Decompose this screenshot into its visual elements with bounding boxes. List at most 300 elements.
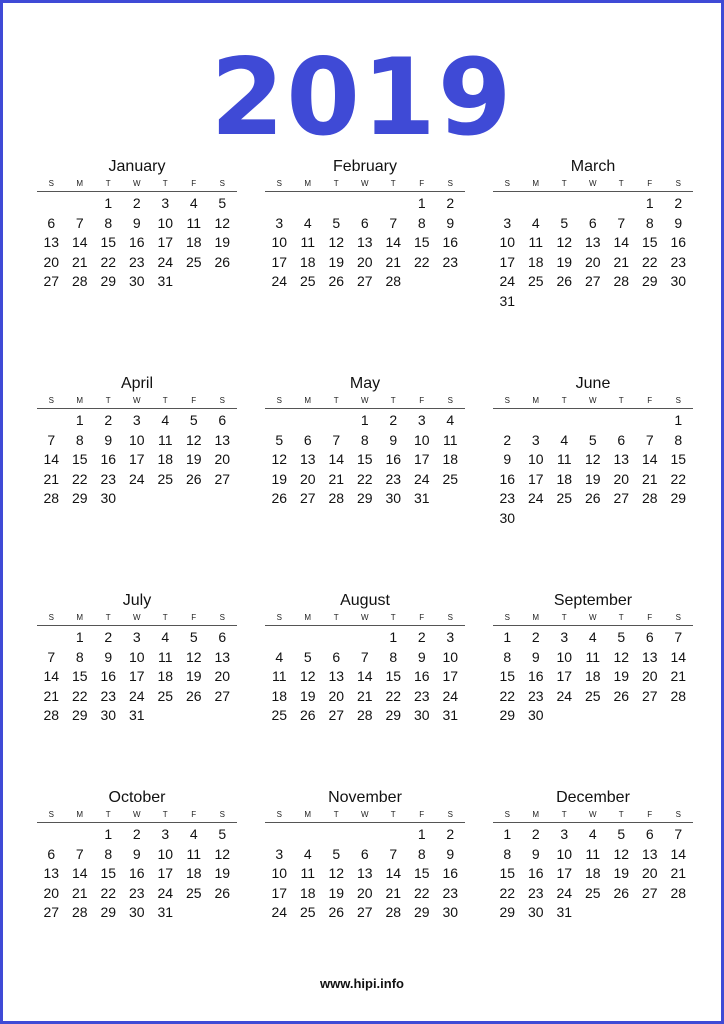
day-cell: 23 [128, 253, 145, 270]
day-cell: 17 [271, 884, 288, 901]
days-grid [37, 194, 237, 292]
weekday-label: T [561, 179, 567, 188]
day-cell: 4 [275, 648, 284, 665]
day-cell: 9 [531, 648, 540, 665]
empty-cell [493, 194, 522, 214]
day-cell: 19 [214, 234, 231, 250]
day-cell: 2 [674, 195, 683, 211]
weekday-label: T [561, 810, 567, 819]
weekday-label: S [447, 810, 453, 819]
day-cell: 2 [531, 629, 540, 645]
day-cell: 15 [670, 451, 687, 467]
day-cell: 21 [385, 884, 402, 901]
day-cell: 29 [100, 904, 117, 920]
day-cell: 20 [214, 668, 231, 684]
day-cell: 5 [332, 845, 341, 862]
day-cell: 31 [128, 707, 145, 723]
empty-cell [37, 194, 66, 214]
day-cell: 19 [185, 668, 202, 684]
weekday-label: S [675, 613, 681, 622]
day-cell: 6 [645, 629, 654, 645]
day-cell: 16 [442, 865, 459, 881]
day-cell: 7 [75, 214, 84, 231]
day-cell: 28 [43, 490, 60, 506]
day-cell: 14 [385, 234, 402, 250]
weekday-label: T [618, 810, 624, 819]
days-grid [493, 194, 693, 311]
day-cell: 27 [641, 884, 658, 901]
day-cell: 7 [674, 826, 683, 842]
day-cell: 20 [641, 668, 658, 684]
weekday-label: T [162, 613, 168, 622]
day-cell: 27 [299, 490, 316, 506]
weekday-label: W [360, 613, 369, 622]
weekday-label: S [675, 396, 681, 405]
day-cell: 17 [128, 451, 145, 467]
days-grid [37, 825, 237, 923]
day-cell: 25 [584, 687, 601, 704]
day-cell: 12 [299, 668, 316, 684]
weekday-label: S [48, 810, 54, 819]
day-cell: 16 [413, 668, 430, 684]
day-cell: 1 [75, 412, 84, 428]
days-grid [265, 194, 465, 292]
day-cell: 16 [527, 865, 544, 881]
weekday-label: M [304, 179, 312, 188]
days-grid [265, 825, 465, 923]
day-cell: 6 [332, 648, 341, 665]
weekday-label: W [132, 179, 141, 188]
day-cell: 24 [271, 904, 288, 920]
weekday-label: F [419, 613, 425, 622]
day-cell: 18 [299, 253, 316, 270]
day-cell: 23 [499, 490, 516, 506]
weekday-label: S [504, 179, 510, 188]
month-june [493, 375, 693, 528]
day-cell: 16 [499, 470, 516, 487]
empty-cell [351, 628, 380, 648]
weekday-label: S [447, 179, 453, 188]
day-cell: 6 [360, 214, 369, 231]
day-cell: 17 [157, 234, 174, 250]
day-cell: 16 [128, 865, 145, 881]
day-cell: 30 [100, 707, 117, 723]
day-cell: 26 [328, 904, 345, 920]
month-name: December [556, 789, 630, 806]
day-cell: 11 [442, 431, 458, 448]
day-cell: 4 [531, 214, 540, 231]
day-cell: 31 [413, 490, 430, 506]
day-cell: 26 [613, 884, 630, 901]
day-cell: 28 [670, 687, 687, 704]
weekday-label: S [447, 613, 453, 622]
weekday-label: S [276, 810, 282, 819]
weekday-label: T [162, 396, 168, 405]
weekday-header [37, 809, 237, 823]
empty-cell [322, 411, 351, 431]
day-cell: 24 [271, 273, 288, 289]
day-cell: 30 [442, 904, 459, 920]
weekday-label: S [48, 396, 54, 405]
day-cell: 9 [132, 214, 141, 231]
day-cell: 14 [670, 845, 687, 862]
day-cell: 21 [328, 470, 345, 487]
day-cell: 11 [585, 648, 601, 665]
day-cell: 28 [71, 273, 88, 289]
day-cell: 10 [413, 431, 430, 448]
day-cell: 31 [157, 273, 174, 289]
day-cell: 9 [389, 431, 398, 448]
weekday-label: S [219, 179, 225, 188]
empty-cell [37, 411, 66, 431]
day-cell: 21 [385, 253, 402, 270]
day-cell: 25 [299, 904, 316, 920]
weekday-label: S [276, 396, 282, 405]
day-cell: 20 [299, 470, 316, 487]
day-cell: 6 [617, 431, 626, 448]
day-cell: 11 [528, 234, 544, 250]
weekday-label: M [76, 396, 84, 405]
day-cell: 22 [71, 470, 88, 487]
day-cell: 9 [531, 845, 540, 862]
day-cell: 25 [442, 470, 459, 487]
weekday-header [265, 178, 465, 192]
day-cell: 22 [385, 687, 402, 704]
day-cell: 13 [43, 865, 60, 881]
day-cell: 23 [128, 884, 145, 901]
weekday-label: F [419, 179, 425, 188]
day-cell: 4 [303, 845, 312, 862]
day-cell: 1 [645, 195, 654, 211]
day-cell: 27 [356, 904, 373, 920]
weekday-label: F [191, 810, 197, 819]
day-cell: 24 [527, 490, 544, 506]
day-cell: 2 [104, 412, 113, 428]
weekday-label: F [647, 179, 653, 188]
day-cell: 1 [75, 629, 84, 645]
day-cell: 7 [389, 214, 398, 231]
month-august [265, 592, 465, 726]
day-cell: 3 [161, 195, 170, 211]
day-cell: 12 [271, 451, 288, 467]
day-cell: 14 [641, 451, 658, 467]
day-cell: 5 [332, 214, 341, 231]
month-name: August [340, 592, 390, 609]
empty-cell [265, 825, 294, 845]
day-cell: 8 [417, 845, 426, 862]
weekday-label: W [132, 613, 141, 622]
day-cell: 5 [275, 431, 284, 448]
day-cell: 25 [556, 490, 573, 506]
day-cell: 29 [100, 273, 117, 289]
weekday-header [493, 809, 693, 823]
day-cell: 7 [332, 431, 341, 448]
day-cell: 2 [503, 431, 512, 448]
weekday-label: S [276, 613, 282, 622]
month-name: April [120, 375, 153, 392]
day-cell: 25 [527, 273, 544, 289]
days-grid [265, 628, 465, 726]
day-cell: 31 [499, 292, 516, 309]
day-cell: 25 [185, 253, 202, 270]
day-cell: 4 [161, 629, 170, 645]
day-cell: 14 [385, 865, 402, 881]
day-cell: 5 [189, 412, 198, 428]
day-cell: 22 [499, 687, 516, 704]
day-cell: 4 [446, 412, 455, 428]
day-cell: 4 [588, 629, 597, 645]
day-cell: 19 [271, 470, 288, 487]
day-cell: 20 [356, 253, 373, 270]
day-cell: 21 [641, 470, 658, 487]
day-cell: 11 [300, 865, 316, 881]
day-cell: 12 [613, 845, 630, 862]
day-cell: 27 [214, 687, 231, 704]
day-cell: 5 [189, 629, 198, 645]
day-cell: 1 [674, 412, 683, 428]
day-cell: 25 [299, 273, 316, 289]
day-cell: 18 [157, 451, 174, 467]
weekday-label: T [105, 396, 111, 405]
weekday-label: S [504, 396, 510, 405]
day-cell: 16 [100, 451, 117, 467]
weekday-label: S [675, 810, 681, 819]
day-cell: 11 [271, 668, 287, 684]
weekday-label: T [390, 179, 396, 188]
day-cell: 12 [584, 451, 601, 467]
day-cell: 8 [389, 648, 398, 665]
day-cell: 12 [556, 234, 573, 250]
day-cell: 18 [185, 234, 202, 250]
day-cell: 11 [157, 648, 173, 665]
weekday-label: T [333, 613, 339, 622]
day-cell: 28 [43, 707, 60, 723]
day-cell: 21 [43, 470, 60, 487]
day-cell: 2 [132, 195, 141, 211]
day-cell: 30 [128, 904, 145, 920]
day-cell: 26 [328, 273, 345, 289]
day-cell: 7 [674, 629, 683, 645]
weekday-label: T [333, 179, 339, 188]
days-grid [265, 411, 465, 509]
day-cell: 24 [128, 687, 145, 704]
day-cell: 26 [271, 490, 288, 506]
empty-cell [522, 411, 551, 431]
day-cell: 10 [128, 431, 145, 448]
day-cell: 28 [356, 707, 373, 723]
day-cell: 20 [613, 470, 630, 487]
day-cell: 2 [531, 826, 540, 842]
empty-cell [522, 194, 551, 214]
day-cell: 29 [385, 707, 402, 723]
day-cell: 12 [185, 648, 202, 665]
empty-cell [607, 411, 636, 431]
day-cell: 26 [299, 707, 316, 723]
day-cell: 9 [417, 648, 426, 665]
month-february [265, 158, 465, 292]
day-cell: 13 [641, 845, 658, 862]
weekday-label: T [390, 810, 396, 819]
day-cell: 17 [527, 470, 544, 487]
month-april [37, 375, 237, 509]
month-may [265, 375, 465, 509]
day-cell: 22 [100, 253, 117, 270]
days-grid [493, 411, 693, 528]
day-cell: 9 [446, 845, 455, 862]
day-cell: 13 [356, 865, 373, 881]
day-cell: 8 [75, 431, 84, 448]
day-cell: 7 [75, 845, 84, 862]
day-cell: 5 [588, 431, 597, 448]
day-cell: 15 [413, 234, 430, 250]
day-cell: 11 [157, 431, 173, 448]
day-cell: 14 [71, 865, 88, 881]
day-cell: 10 [442, 648, 459, 665]
day-cell: 1 [417, 826, 426, 842]
weekday-label: T [561, 396, 567, 405]
weekday-header [493, 612, 693, 626]
weekday-label: M [76, 810, 84, 819]
day-cell: 22 [100, 884, 117, 901]
weekday-label: F [419, 810, 425, 819]
empty-cell [351, 194, 380, 214]
day-cell: 9 [104, 431, 113, 448]
weekday-label: S [675, 179, 681, 188]
day-cell: 8 [75, 648, 84, 665]
day-cell: 8 [104, 214, 113, 231]
weekday-label: M [532, 613, 540, 622]
weekday-label: W [360, 179, 369, 188]
day-cell: 18 [584, 668, 601, 684]
day-cell: 27 [43, 904, 60, 920]
day-cell: 14 [43, 668, 60, 684]
month-december [493, 789, 693, 923]
day-cell: 29 [499, 707, 516, 723]
day-cell: 29 [499, 904, 516, 920]
day-cell: 21 [670, 865, 687, 881]
day-cell: 13 [356, 234, 373, 250]
month-september [493, 592, 693, 726]
empty-cell [322, 628, 351, 648]
day-cell: 22 [670, 470, 687, 487]
day-cell: 24 [157, 253, 174, 270]
day-cell: 24 [128, 470, 145, 487]
day-cell: 21 [670, 668, 687, 684]
day-cell: 28 [385, 904, 402, 920]
day-cell: 18 [299, 884, 316, 901]
day-cell: 18 [527, 253, 544, 270]
day-cell: 30 [527, 904, 544, 920]
day-cell: 6 [47, 214, 56, 231]
weekday-label: S [504, 613, 510, 622]
day-cell: 3 [161, 826, 170, 842]
day-cell: 3 [503, 214, 512, 231]
weekday-label: S [447, 396, 453, 405]
day-cell: 19 [613, 668, 630, 684]
day-cell: 18 [157, 668, 174, 684]
day-cell: 14 [43, 451, 60, 467]
day-cell: 2 [446, 826, 455, 842]
day-cell: 18 [442, 451, 459, 467]
day-cell: 26 [214, 884, 231, 901]
day-cell: 2 [389, 412, 398, 428]
day-cell: 21 [71, 884, 88, 901]
day-cell: 25 [584, 884, 601, 901]
day-cell: 8 [104, 845, 113, 862]
weekday-label: W [132, 810, 141, 819]
day-cell: 22 [499, 884, 516, 901]
day-cell: 13 [299, 451, 316, 467]
day-cell: 14 [613, 234, 630, 250]
day-cell: 7 [47, 648, 56, 665]
empty-cell [493, 411, 522, 431]
month-name: October [108, 789, 166, 806]
day-cell: 15 [385, 668, 402, 684]
weekday-label: W [588, 179, 597, 188]
day-cell: 18 [556, 470, 573, 487]
weekday-label: T [333, 810, 339, 819]
day-cell: 26 [185, 687, 202, 704]
empty-cell [579, 411, 608, 431]
day-cell: 9 [104, 648, 113, 665]
weekday-header [265, 395, 465, 409]
day-cell: 19 [185, 451, 202, 467]
day-cell: 17 [556, 865, 573, 881]
weekday-label: S [276, 179, 282, 188]
day-cell: 13 [43, 234, 60, 250]
day-cell: 3 [275, 845, 284, 862]
day-cell: 12 [214, 845, 231, 862]
day-cell: 8 [674, 431, 683, 448]
day-cell: 6 [645, 826, 654, 842]
day-cell: 31 [157, 904, 174, 920]
day-cell: 13 [328, 668, 345, 684]
day-cell: 10 [271, 865, 288, 881]
weekday-label: T [618, 613, 624, 622]
day-cell: 7 [617, 214, 626, 231]
weekday-header [265, 612, 465, 626]
day-cell: 21 [71, 253, 88, 270]
day-cell: 10 [499, 234, 516, 250]
day-cell: 5 [617, 826, 626, 842]
day-cell: 19 [214, 865, 231, 881]
day-cell: 9 [674, 214, 683, 231]
day-cell: 30 [670, 273, 687, 289]
day-cell: 16 [128, 234, 145, 250]
weekday-header [493, 395, 693, 409]
day-cell: 27 [356, 273, 373, 289]
weekday-label: M [304, 613, 312, 622]
month-name: June [575, 375, 611, 392]
day-cell: 19 [328, 884, 345, 901]
empty-cell [294, 411, 323, 431]
day-cell: 9 [503, 451, 512, 467]
day-cell: 15 [100, 865, 117, 881]
month-march [493, 158, 693, 311]
day-cell: 21 [613, 253, 630, 270]
day-cell: 4 [161, 412, 170, 428]
weekday-label: T [105, 613, 111, 622]
day-cell: 29 [71, 707, 88, 723]
day-cell: 12 [214, 214, 231, 231]
day-cell: 12 [328, 865, 345, 881]
day-cell: 23 [100, 687, 117, 704]
day-cell: 23 [100, 470, 117, 487]
day-cell: 15 [641, 234, 658, 250]
year-title: 2019 [210, 36, 514, 159]
day-cell: 12 [328, 234, 345, 250]
day-cell: 2 [446, 195, 455, 211]
